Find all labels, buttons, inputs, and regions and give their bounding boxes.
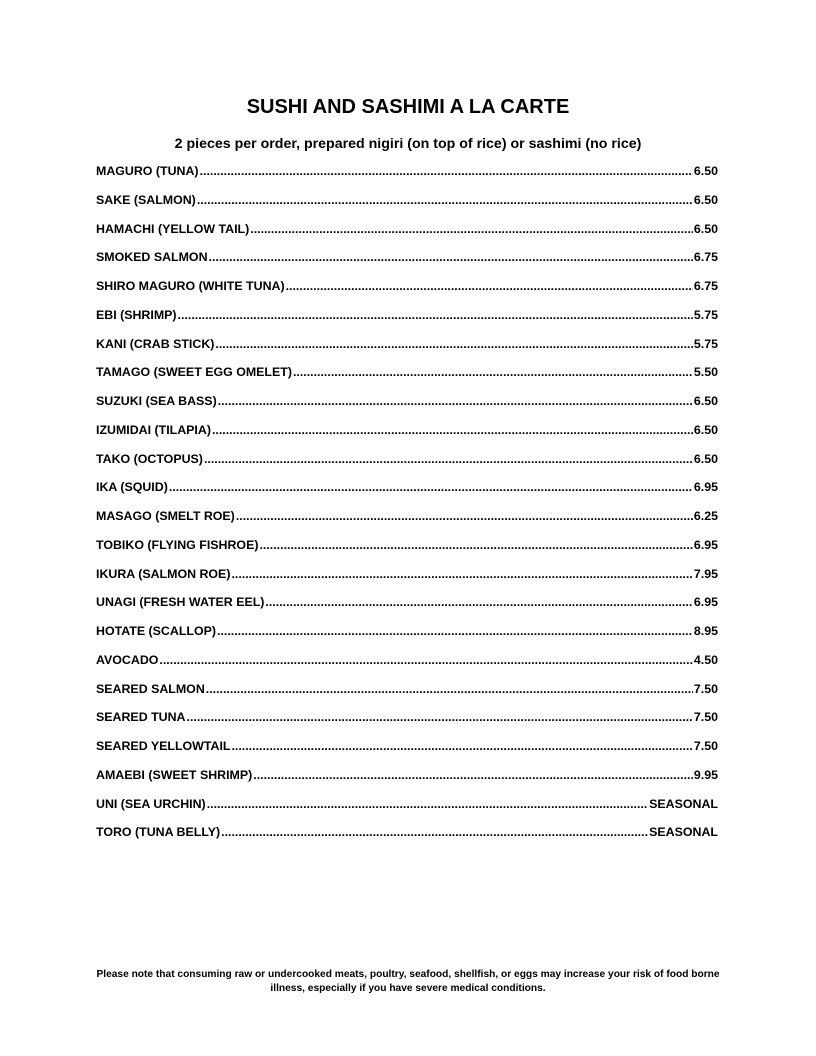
- menu-item-avocado: [96, 653, 718, 682]
- dot-leader: [259, 538, 692, 552]
- menu-item-name: TOBIKO (FLYING FISHROE): [96, 537, 259, 552]
- dot-leader: [169, 480, 693, 494]
- menu-item-price: 6.75: [693, 250, 718, 265]
- dot-leader: [215, 337, 692, 351]
- dot-leader: [218, 394, 693, 408]
- menu-item-name: TORO (TUNA BELLY): [96, 825, 221, 840]
- dot-leader: [293, 365, 693, 379]
- menu-item-price: 9.95: [693, 767, 718, 782]
- menu-item-price: 5.75: [693, 336, 718, 351]
- menu-item-masago: [96, 509, 718, 538]
- menu-item-kani: [96, 337, 718, 366]
- menu-item-name: SAKE (SALMON): [96, 192, 196, 207]
- menu-item-name: IZUMIDAI (TILAPIA): [96, 422, 211, 437]
- menu-item-price: 6.50: [693, 422, 718, 437]
- menu-item-sake: [96, 193, 718, 222]
- menu-item-price: 6.50: [693, 164, 718, 178]
- menu-item-price: 5.75: [693, 307, 718, 322]
- menu-item-seared-salmon: [96, 682, 718, 711]
- dot-leader: [253, 768, 693, 782]
- dot-leader: [221, 825, 648, 839]
- menu-item-name: TAKO (OCTOPUS): [96, 451, 203, 466]
- menu-item-name: SEARED SALMON: [96, 681, 205, 696]
- menu-item-name: HOTATE (SCALLOP): [96, 624, 216, 638]
- dot-leader: [159, 653, 692, 667]
- menu-item-name: SEARED YELLOWTAIL: [96, 739, 231, 753]
- dot-leader: [250, 222, 693, 236]
- menu-item-price: 6.95: [693, 595, 718, 610]
- menu-item-price: 6.95: [693, 537, 718, 552]
- menu-item-price: 4.50: [693, 652, 718, 667]
- menu-item-price: 6.75: [693, 279, 718, 293]
- menu-item-ikura: [96, 567, 718, 596]
- dot-leader: [200, 164, 693, 178]
- dot-leader: [207, 797, 648, 811]
- menu-item-name: UNI (SEA URCHIN): [96, 796, 206, 811]
- dot-leader: [231, 739, 692, 753]
- menu-item-tobiko: [96, 538, 718, 567]
- menu-item-price: 8.95: [693, 624, 718, 638]
- menu-item-seared-yellowtail: [96, 739, 718, 768]
- dot-leader: [265, 595, 692, 609]
- menu-item-price: 6.50: [693, 451, 718, 466]
- menu-item-ebi: [96, 308, 718, 337]
- menu-item-name: IKURA (SALMON ROE): [96, 566, 231, 581]
- page-title: SUSHI AND SASHIMI A LA CARTE: [246, 96, 570, 118]
- menu-item-name: MAGURO (TUNA): [96, 164, 199, 178]
- menu-item-unagi: [96, 595, 718, 624]
- dot-leader: [286, 279, 693, 293]
- dot-leader: [212, 423, 693, 437]
- dot-leader: [209, 250, 693, 264]
- menu-item-name: HAMACHI (YELLOW TAIL): [96, 221, 250, 236]
- dot-leader: [187, 710, 693, 724]
- menu-list: [96, 164, 718, 854]
- menu-item-price: 6.95: [693, 480, 718, 495]
- dot-leader: [206, 682, 693, 696]
- dot-leader: [204, 452, 693, 466]
- menu-item-name: TAMAGO (SWEET EGG OMELET): [96, 365, 292, 380]
- menu-item-name: SMOKED SALMON: [96, 250, 208, 265]
- menu-item-hamachi: [96, 222, 718, 251]
- menu-item-price: 6.50: [693, 394, 718, 408]
- menu-item-ika: [96, 480, 718, 509]
- dot-leader: [178, 308, 693, 322]
- menu-item-price: 7.50: [693, 739, 718, 753]
- dot-leader: [231, 567, 692, 581]
- menu-item-uni: [96, 797, 718, 826]
- menu-item-tamago: [96, 365, 718, 394]
- menu-item-izumidai: [96, 423, 718, 452]
- menu-item-name: IKA (SQUID): [96, 480, 168, 495]
- menu-item-price: 5.50: [693, 365, 718, 380]
- dot-leader: [236, 509, 693, 523]
- menu-item-price: 7.50: [693, 710, 718, 725]
- menu-item-tako: [96, 452, 718, 481]
- menu-item-name: UNAGI (FRESH WATER EEL): [96, 595, 265, 610]
- menu-item-smoked-salmon: [96, 250, 718, 279]
- menu-item-name: AVOCADO: [96, 652, 159, 667]
- dot-leader: [197, 193, 693, 207]
- menu-item-name: SHIRO MAGURO (WHITE TUNA): [96, 279, 285, 293]
- menu-item-price: 7.95: [693, 566, 718, 581]
- menu-item-name: AMAEBI (SWEET SHRIMP): [96, 767, 253, 782]
- menu-item-hotate: [96, 624, 718, 653]
- menu-item-name: SUZUKI (SEA BASS): [96, 394, 217, 408]
- menu-item-suzuki: [96, 394, 718, 423]
- menu-item-name: KANI (CRAB STICK): [96, 336, 215, 351]
- menu-item-price: 6.50: [693, 221, 718, 236]
- food-safety-disclaimer: Please note that consuming raw or undercooked meats, poultry, seafood, shellfish, or eggs may increase your risk of food borne illness, especially if you have severe medical conditions.: [96, 969, 720, 994]
- menu-item-shiro-maguro: [96, 279, 718, 308]
- menu-item-price: SEASONAL: [649, 796, 718, 811]
- menu-item-amaebi: [96, 768, 718, 797]
- menu-item-price: SEASONAL: [649, 825, 718, 840]
- menu-item-price: 7.50: [693, 681, 718, 696]
- page-subtitle: 2 pieces per order, prepared nigiri (on top of rice) or sashimi (no rice): [174, 136, 642, 152]
- menu-item-toro: [96, 825, 718, 854]
- menu-item-name: EBI (SHRIMP): [96, 307, 177, 322]
- menu-item-seared-tuna: [96, 710, 718, 739]
- menu-item-name: MASAGO (SMELT ROE): [96, 509, 235, 523]
- menu-item-maguro: [96, 164, 718, 193]
- dot-leader: [217, 624, 693, 638]
- menu-item-price: 6.50: [693, 192, 718, 207]
- menu-item-name: SEARED TUNA: [96, 710, 186, 725]
- menu-item-price: 6.25: [693, 509, 718, 523]
